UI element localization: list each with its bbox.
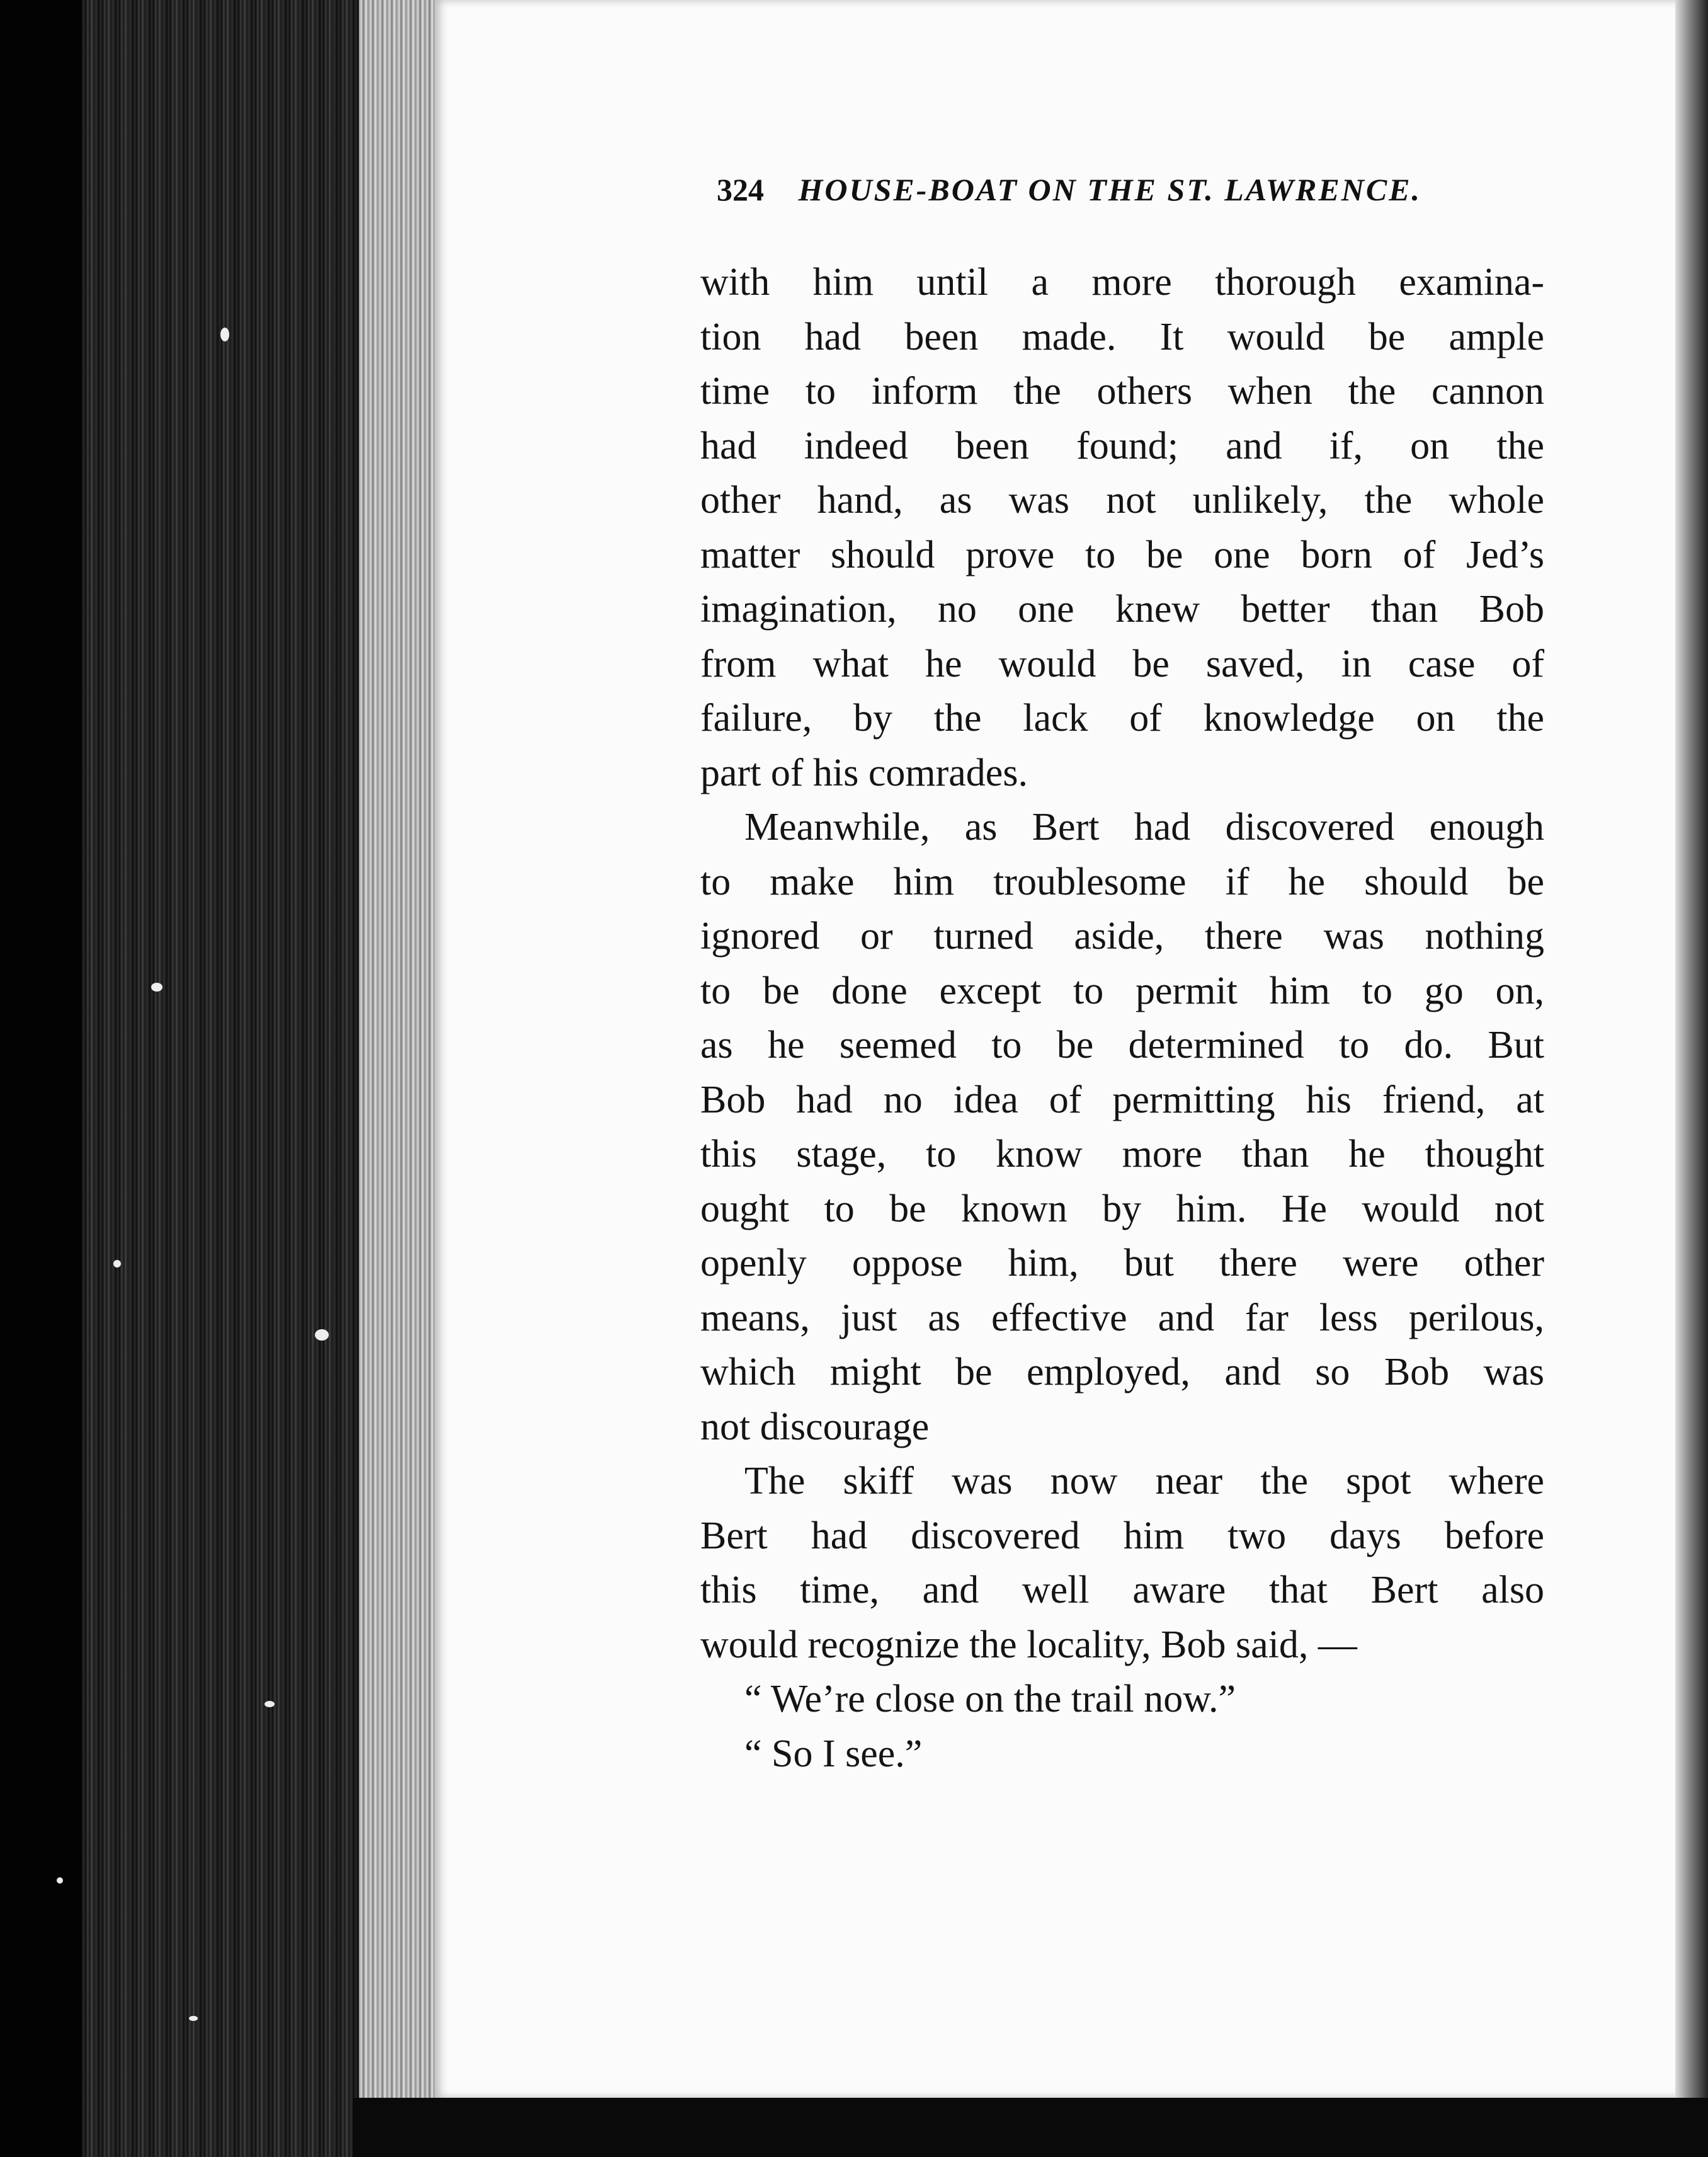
text-line: Meanwhile, as Bert had discovered enough	[744, 806, 1544, 849]
text-line: part of his comrades.	[700, 751, 1028, 794]
running-header	[717, 171, 1535, 208]
text-line: ought to be known by him. He would not	[700, 1187, 1544, 1230]
page-right-edge	[1675, 0, 1708, 2157]
text-line: imagination, no one knew better than Bob	[700, 588, 1544, 631]
text-line: tion had been made. It would be ample	[700, 315, 1544, 358]
text-line: with him until a more thorough examina-	[700, 261, 1544, 304]
text-line: The skiff was now near the spot where	[744, 1460, 1544, 1502]
text-line: “ So I see.”	[744, 1732, 923, 1775]
text-line: to be done except to permit him to go on,	[700, 969, 1544, 1012]
text-line: this stage, to know more than he thought	[700, 1133, 1544, 1176]
page-bottom-shadow	[353, 2098, 1708, 2157]
dust-speck	[315, 1329, 329, 1341]
dark-margin	[0, 0, 88, 2157]
text-line: Bert had discovered him two days before	[700, 1514, 1544, 1557]
dust-speck	[57, 1877, 63, 1884]
dust-speck	[151, 983, 162, 992]
text-line: to make him troublesome if he should be	[700, 860, 1544, 903]
text-line: from what he would be saved, in case of	[700, 642, 1544, 685]
text-line: means, just as effective and far less perilous,	[700, 1296, 1544, 1339]
text-line: failure, by the lack of knowledge on the	[700, 697, 1544, 740]
text-line: openly oppose him, but there were other	[700, 1242, 1544, 1284]
text-line: ignored or turned aside, there was nothing	[700, 915, 1544, 958]
text-line: time to inform the others when the cannon	[700, 370, 1544, 413]
text-line: which might be employed, and so Bob was	[700, 1351, 1544, 1393]
page-number: 324	[717, 172, 764, 207]
body-text	[700, 255, 1544, 1781]
text-line: Bob had no idea of permitting his friend, at	[700, 1078, 1544, 1121]
book-title: HOUSE-BOAT ON THE ST. LAWRENCE.	[798, 172, 1422, 207]
text-line: had indeed been found; and if, on the	[700, 424, 1544, 467]
dust-speck	[220, 328, 229, 341]
text-line: “ We’re close on the trail now.”	[744, 1678, 1236, 1720]
text-line: would recognize the locality, Bob said, —	[700, 1623, 1357, 1666]
text-line: not discourage	[700, 1405, 930, 1448]
dust-speck	[265, 1701, 275, 1707]
dust-speck	[189, 2016, 198, 2021]
text-line: matter should prove to be one born of Jed’s	[700, 533, 1544, 576]
text-line: this time, and well aware that Bert also	[700, 1569, 1544, 1611]
text-line: as he seemed to be determined to do. But	[700, 1024, 1544, 1067]
dust-speck	[113, 1260, 121, 1267]
page-edges	[82, 0, 435, 2157]
text-line: other hand, as was not unlikely, the whole	[700, 479, 1544, 522]
